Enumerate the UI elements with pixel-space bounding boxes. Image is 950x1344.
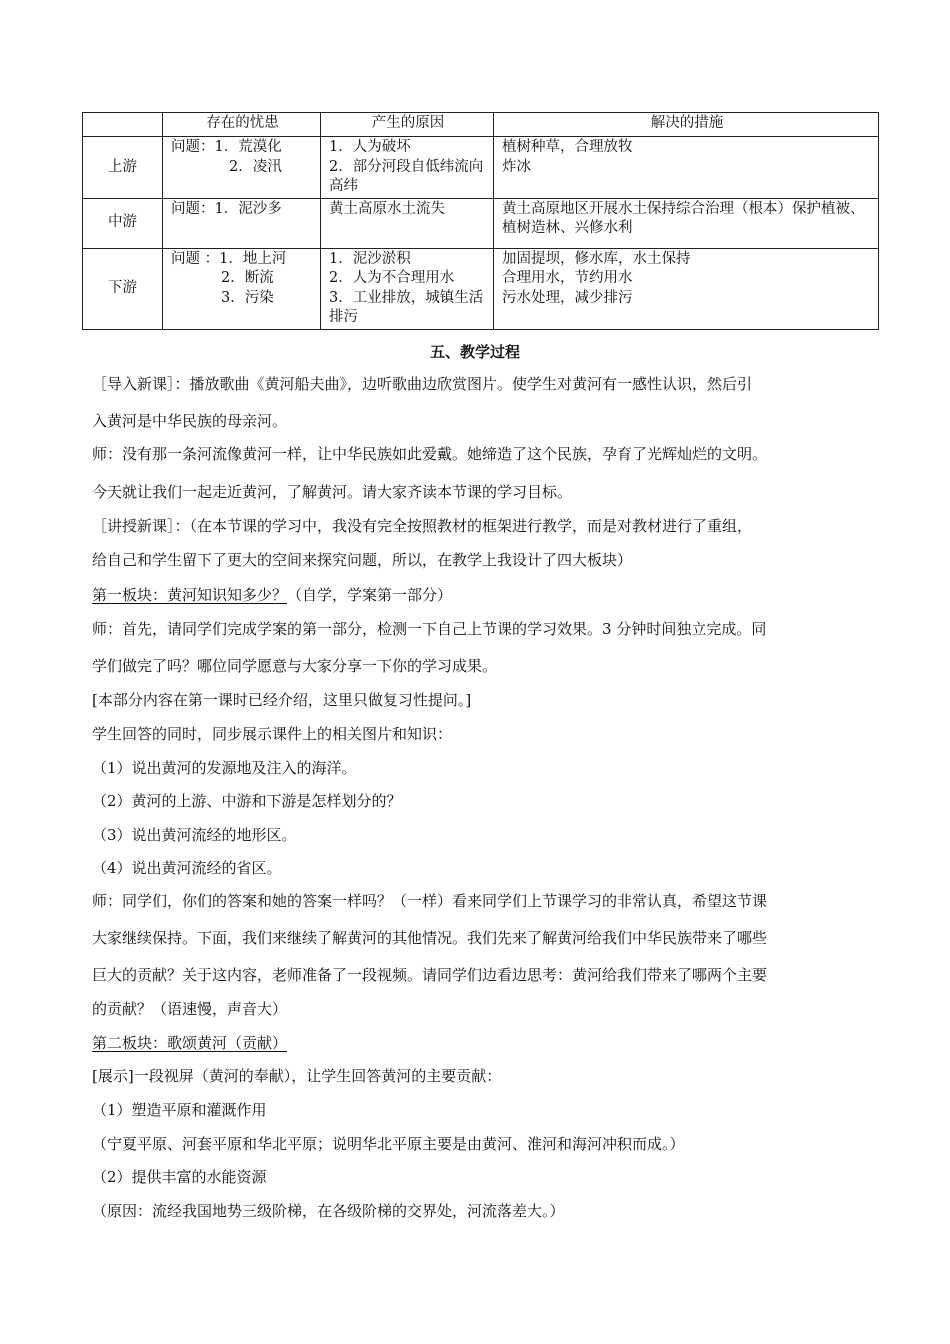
table-header-causes: 产生的原因 — [321, 113, 494, 137]
yellow-river-problems-table — [82, 112, 879, 330]
measures-cell — [494, 248, 879, 329]
paragraph-line: 学们做完了吗？哪位同学愿意与大家分享一下你的学习成果。 — [92, 657, 498, 675]
segment-cell: 中游 — [83, 198, 163, 248]
paragraph-line: ［讲授新课］：（在本节课的学习中，我没有完全按照教材的框架进行教学，而是对教材进行了重组， — [92, 517, 753, 535]
problems-cell — [163, 248, 321, 329]
segment-cell: 上游 — [83, 137, 163, 199]
problems-cell — [163, 198, 321, 248]
paragraph-line: 大家继续保持。下面，我们来继续了解黄河的其他情况。我们先来了解黄河给我们中华民族带来了哪些 — [92, 929, 768, 947]
question-item: （1）说出黄河的发源地及注入的海洋。 — [92, 759, 357, 777]
paragraph-line: [展示]一段视屏（黄河的奉献），让学生回答黄河的主要贡献： — [92, 1067, 502, 1085]
measures-cell — [494, 198, 879, 248]
table-header-row — [83, 113, 879, 137]
paragraph-line: [本部分内容在第一课时已经介绍，这里只做复习性提问。] — [92, 691, 472, 709]
paragraph-line: 巨大的贡献？关于这内容，老师准备了一段视频。请同学们边看边思考：黄河给我们带来了哪两个主要 — [92, 966, 768, 984]
paragraph-line — [92, 584, 872, 605]
cause-line: 1．泥沙淤积 — [329, 250, 411, 267]
measure-line: 黄土高原地区开展水土保持综合治理（根本）保护植被、植树造林、兴修水利 — [502, 200, 865, 236]
table-header-problems: 存在的忧患 — [163, 113, 321, 137]
problem-line: 问题：1．荒漠化 — [171, 139, 282, 155]
block-two-title: 第二板块：歌颂黄河（贡献） — [92, 1034, 288, 1052]
problem-line: 问题：1．泥沙多 — [171, 200, 282, 217]
problem-line: 3．污染 — [221, 289, 274, 306]
paragraph-line: 师：同学们，你们的答案和她的答案一样吗？（一样）看来同学们上节课学习的非常认真，希望这节课 — [92, 892, 768, 910]
section-heading: 五、教学过程 — [429, 343, 520, 361]
measure-line: 炸冰 — [502, 158, 531, 175]
problem-line: 2．凌汛 — [229, 158, 282, 175]
measure-line: 植树种草，合理放牧 — [502, 139, 633, 155]
table-row-lower — [83, 248, 879, 329]
cause-line: 2．部分河段自低纬流向高纬 — [329, 158, 484, 194]
contribution-note: （原因：流经我国地势三级阶梯，在各级阶梯的交界处，河流落差大。） — [92, 1202, 565, 1220]
paragraph-line — [92, 1032, 872, 1053]
question-item: （4）说出黄河流经的省区。 — [92, 859, 282, 877]
segment-cell: 下游 — [83, 248, 163, 329]
paragraph-line: 今天就让我们一起走近黄河，了解黄河。请大家齐读本节课的学习目标。 — [92, 483, 573, 501]
table-header-measures: 解决的措施 — [494, 113, 879, 137]
contribution-note: （宁夏平原、河套平原和华北平原；说明华北平原主要是由黄河、淮河和海河冲积而成。） — [92, 1135, 685, 1153]
measure-line: 合理用水，节约用水 — [502, 270, 633, 286]
causes-cell — [321, 137, 494, 199]
question-item: （3）说出黄河流经的地形区。 — [92, 826, 297, 844]
causes-cell — [321, 198, 494, 248]
problem-line: 2．断流 — [221, 270, 274, 286]
measure-line: 加固提坝，修水库，水土保持 — [502, 250, 691, 267]
contribution-item: （1）塑造平原和灌溉作用 — [92, 1101, 267, 1119]
problem-line: 问题 ：1．地上河 — [171, 250, 287, 267]
measures-cell — [494, 137, 879, 199]
block-one-title: 第一板块：黄河知识知多少？ — [92, 586, 288, 604]
question-item: （2）黄河的上游、中游和下游是怎样划分的？ — [92, 792, 402, 810]
table-row-upper — [83, 137, 879, 199]
cause-line: 黄土高原水土流失 — [329, 200, 445, 217]
table-header-blank — [83, 113, 163, 137]
contribution-item: （2）提供丰富的水能资源 — [92, 1168, 267, 1186]
paragraph-line: 师：没有那一条河流像黄河一样，让中华民族如此爱戴。她缔造了这个民族，孕育了光辉灿烂的文明。 — [92, 445, 768, 463]
cause-line: 3．工业排放，城镇生活排污 — [329, 289, 484, 325]
table-row-middle — [83, 198, 879, 248]
problems-cell — [163, 137, 321, 199]
block-one-note: （自学，学案第一部分） — [287, 586, 453, 604]
measure-line: 污水处理，减少排污 — [502, 289, 633, 306]
paragraph-line: 师：首先，请同学们完成学案的第一部分，检测一下自己上节课的学习效果。3 分钟时间独立完成。同 — [92, 620, 767, 638]
paragraph-line: 给自己和学生留下了更大的空间来探究问题，所以，在教学上我设计了四大板块） — [92, 551, 633, 569]
cause-line: 2．人为不合理用水 — [329, 270, 455, 286]
causes-cell — [321, 248, 494, 329]
paragraph-line: 学生回答的同时，同步展示课件上的相关图片和知识： — [92, 725, 453, 743]
cause-line: 1．人为破坏 — [329, 139, 411, 155]
paragraph-line: 的贡献？（语速慢，声音大） — [92, 1000, 288, 1018]
paragraph-line: 入黄河是中华民族的母亲河。 — [92, 412, 288, 430]
paragraph-line: ［导入新课］：播放歌曲《黄河船夫曲》，边听歌曲边欣赏图片。使学生对黄河有一感性认识，然后引 — [92, 375, 753, 393]
